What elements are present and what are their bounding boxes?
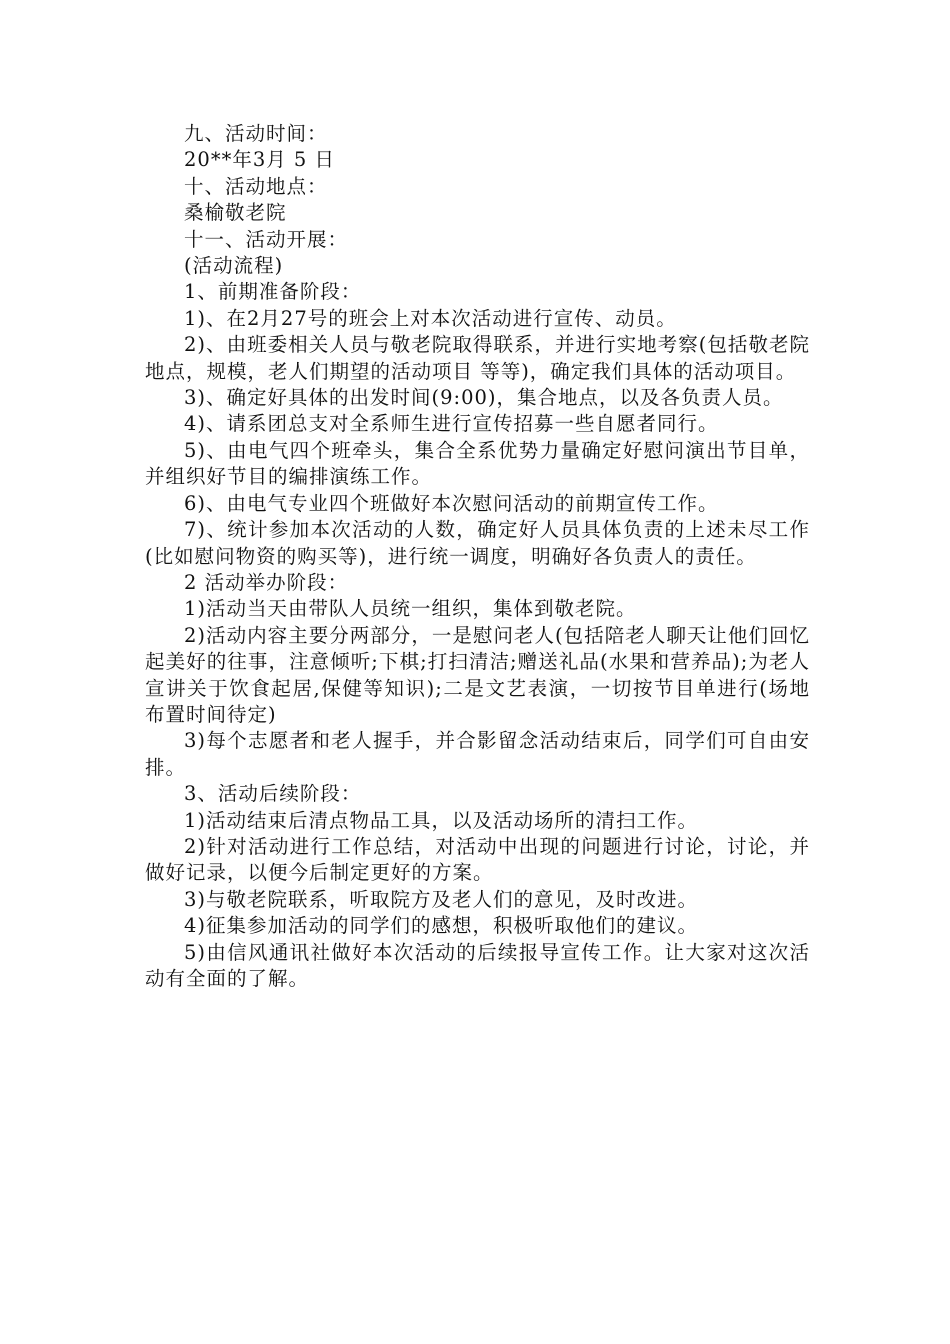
event-item-3: 3)每个志愿者和老人握手，并合影留念活动结束后，同学们可自由安排。 bbox=[145, 729, 810, 779]
process-subtitle: (活动流程) bbox=[184, 254, 284, 278]
preparation-item-3: 3)、确定好具体的出发时间(9:00)，集合地点，以及各负责人员。 bbox=[184, 386, 784, 410]
section-heading-process: 十一、活动开展： bbox=[184, 227, 349, 251]
followup-item-2: 2)针对活动进行工作总结，对活动中出现的问题进行讨论，讨论，并做好记录，以便今后制定更好的方案。 bbox=[145, 834, 810, 885]
phase-heading-preparation: 1、前期准备阶段： bbox=[184, 280, 362, 304]
preparation-item-2: 2)、由班委相关人员与敬老院取得联系，并进行实地考察(包括敬老院地点，规模，老人们期望的活动项目 等等)，确定我们具体的活动项目。 bbox=[145, 333, 810, 383]
followup-item-4: 4)征集参加活动的同学们的感想，积极听取他们的建议。 bbox=[184, 914, 699, 938]
activity-location: 桑榆敬老院 bbox=[184, 201, 287, 225]
event-item-1: 1)活动当天由带队人员统一组织，集体到敬老院。 bbox=[184, 597, 637, 621]
preparation-item-4: 4)、请系团总支对全系师生进行宣传招募一些自愿者同行。 bbox=[184, 412, 719, 436]
preparation-item-6: 6)、由电气专业四个班做好本次慰问活动的前期宣传工作。 bbox=[184, 491, 719, 515]
followup-item-1: 1)活动结束后清点物品工具，以及活动场所的清扫工作。 bbox=[184, 808, 699, 832]
document-body bbox=[145, 121, 810, 992]
preparation-item-7: 7)、统计参加本次活动的人数，确定好人员具体负责的上述未尽工作(比如慰问物资的购买等)，进行统一调度，明确好各负责人的责任。 bbox=[145, 518, 810, 568]
phase-heading-event: 2 活动举办阶段： bbox=[184, 570, 349, 594]
section-heading-location: 十、活动地点： bbox=[184, 174, 328, 198]
section-heading-time: 九、活动时间： bbox=[184, 122, 328, 145]
activity-date: 20**年3月 5 日 bbox=[184, 148, 336, 172]
phase-heading-followup: 3、活动后续阶段： bbox=[184, 782, 362, 806]
event-item-2: 2)活动内容主要分两部分，一是慰问老人(包括陪老人聊天让他们回忆起美好的往事，注意倾听;下棋;打扫清洁;赠送礼品(水果和营养品);为老人宣讲关于饮食起居,保健等知识);二是文艺表演，一切按节目单进行(场地布置时间待定) bbox=[145, 623, 810, 726]
followup-item-3: 3)与敬老院联系，听取院方及老人们的意见，及时改进。 bbox=[184, 887, 699, 911]
followup-item-5: 5)由信风通讯社做好本次活动的后续报导宣传工作。让大家对这次活动有全面的了解。 bbox=[145, 940, 810, 990]
preparation-item-5: 5)、由电气四个班牵头，集合全系优势力量确定好慰问演出节目单，并组织好节目的编排演练工作。 bbox=[145, 438, 810, 489]
preparation-item-1: 1)、在2月27号的班会上对本次活动进行宣传、动员。 bbox=[184, 306, 677, 330]
